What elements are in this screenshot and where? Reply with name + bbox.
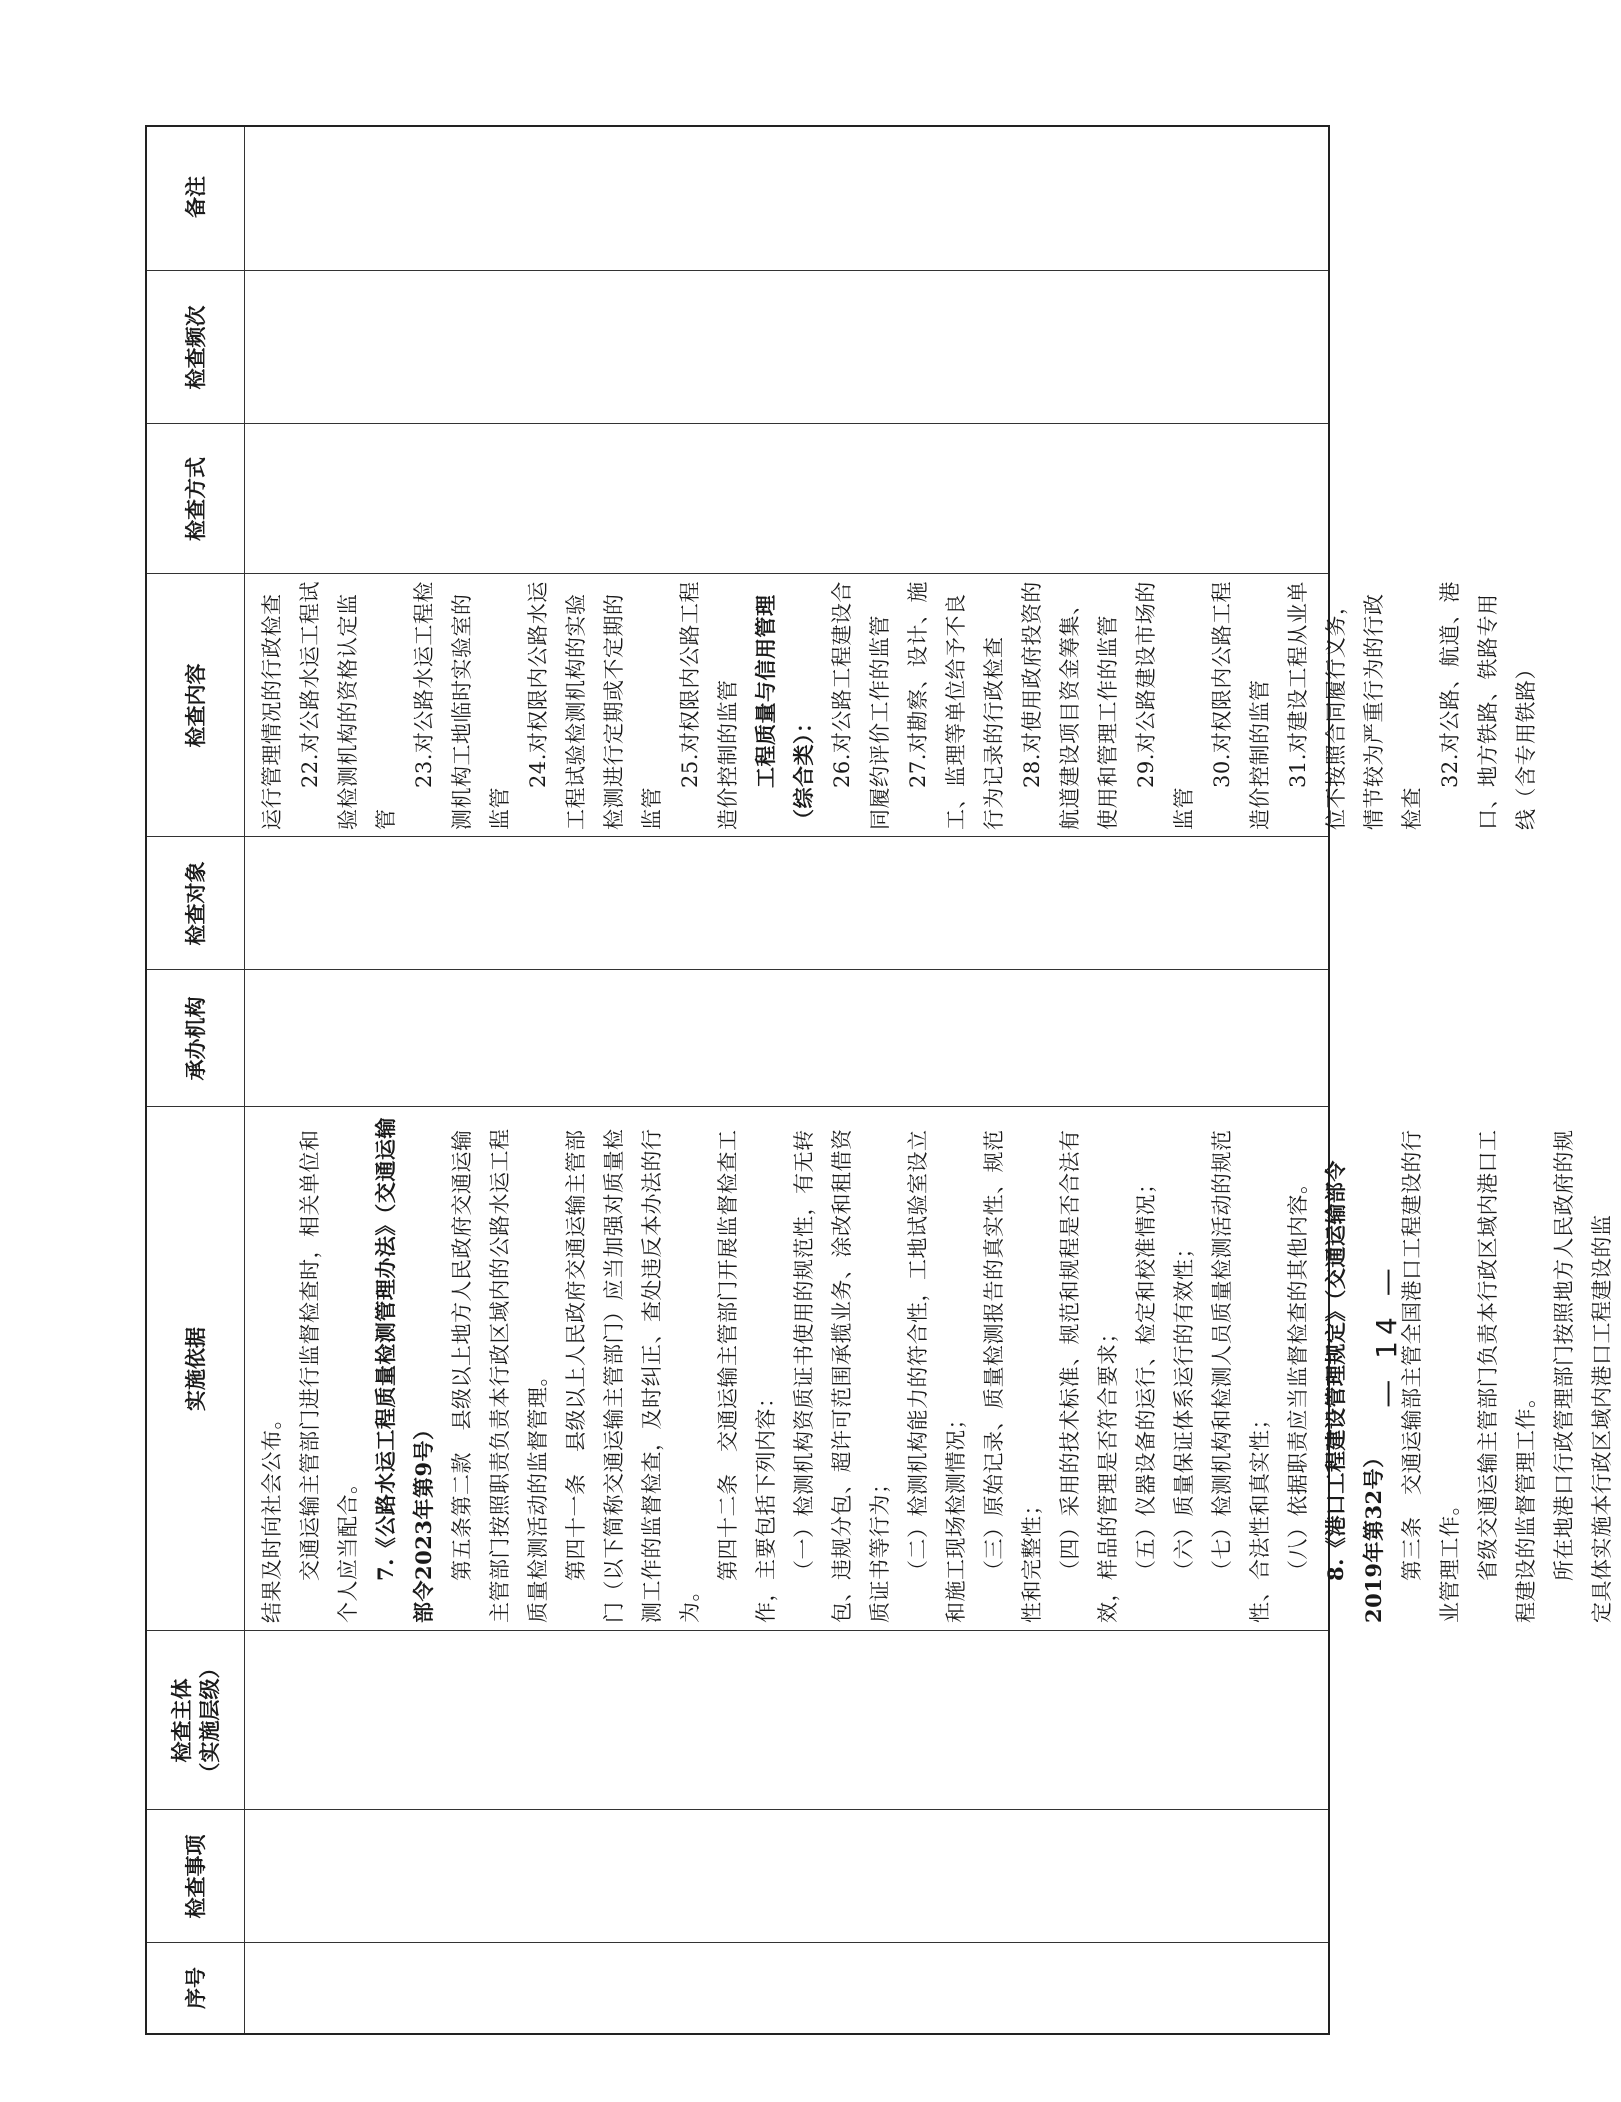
content-line: 30.对权限内公路工程造价控制的监管	[1210, 581, 1272, 830]
basis-line: 省级交通运输主管部门负责本行政区域内港口工程建设的监督管理工作。	[1476, 1129, 1538, 1623]
header-frequency: 检查频次	[182, 305, 208, 390]
content-line: 运行管理情况的行政检查	[260, 593, 284, 830]
content-line: 22.对公路水运工程试验检测机构的资格认定监管	[298, 581, 398, 830]
basis-line: （七）检测机构和检测人员质量检测活动的规范性、合法性和真实性；	[1210, 1129, 1272, 1623]
content-line: 32.对公路、航道、港口、地方铁路、铁路专用线（含专用铁路）	[1438, 581, 1538, 830]
col-divider	[147, 1809, 1328, 1810]
basis-line: 第四十二条 交通运输主管部门开展监督检查工作，主要包括下列内容：	[716, 1129, 778, 1623]
content-line: 28.对使用政府投资的航道建设项目资金筹集、使用和管理工作的监管	[1020, 581, 1120, 830]
header-org: 承办机构	[182, 996, 208, 1081]
header-subject-line2: （实施层级）	[196, 1657, 222, 1784]
header-seq: 序号	[182, 1967, 208, 2009]
content-line: 27.对勘察、设计、施工、监理等单位给予不良行为记录的行政检查	[906, 581, 1006, 830]
basis-line: 所在地港口行政管理部门按照地方人民政府的规定具体实施本行政区域内港口工程建设的监	[1552, 1129, 1614, 1623]
content-line: 24.对权限内公路水运工程试验检测机构的实验检测进行定期或不定期的监管	[526, 581, 664, 830]
basis-law-title: 8.《港口工程建设管理规定》（交通运输部令2019年第32号）	[1323, 1160, 1386, 1623]
col-divider	[147, 1942, 1328, 1943]
header-remark: 备注	[182, 176, 208, 218]
header-item: 检查事项	[182, 1834, 208, 1919]
content-line: 31.对建设工程从业单位不按照合同履行义务，情节较为严重行为的行政检查	[1286, 581, 1424, 830]
basis-line: （五）仪器设备的运行、检定和校准情况；	[1134, 1172, 1158, 1581]
content-line: 26.对公路工程建设合同履约评价工作的监管	[830, 581, 892, 830]
basis-cell	[253, 1113, 1621, 1623]
content-category: 工程质量与信用管理（综合类）：	[753, 594, 816, 830]
basis-line: 结果及时向社会公布。	[260, 1408, 284, 1623]
basis-law-title: 7.《公路水运工程质量检测管理办法》（交通运输部令2023年第9号）	[373, 1117, 436, 1623]
header-divider	[244, 127, 245, 2033]
basis-line: 第五条第二款 县级以上地方人民政府交通运输主管部门按照职责负责本行政区域内的公路水运工程质量检测活动的监督管理。	[450, 1128, 550, 1623]
col-divider	[147, 423, 1328, 424]
content-cell	[253, 580, 1545, 830]
basis-line: 交通运输主管部门进行监督检查时，相关单位和个人应当配合。	[298, 1129, 360, 1623]
header-subject-line1: 检查主体	[168, 1678, 194, 1763]
col-divider	[147, 836, 1328, 837]
col-divider	[147, 969, 1328, 970]
basis-line: 第四十一条 县级以上人民政府交通运输主管部门（以下简称交通运输主管部门）应当加强对质量检测工作的监督检查，及时纠正、查处违反本办法的行为。	[564, 1128, 702, 1623]
basis-line: 第三条 交通运输部主管全国港口工程建设的行业管理工作。	[1400, 1129, 1462, 1623]
header-subject	[147, 1631, 244, 1810]
header-basis: 实施依据	[182, 1327, 208, 1411]
col-divider	[147, 1630, 1328, 1631]
header-target: 检查对象	[182, 861, 208, 946]
content-line: 25.对权限内公路工程造价控制的监管	[678, 581, 740, 830]
rotated-page	[145, 125, 1614, 2035]
header-method: 检查方式	[182, 457, 208, 541]
col-divider	[147, 270, 1328, 271]
header-content: 检查内容	[182, 663, 208, 748]
basis-line: （二）检测机构能力的符合性，工地试验室设立和施工现场检测情况；	[906, 1129, 968, 1623]
content-line: 29.对公路建设市场的监管	[1134, 581, 1196, 830]
basis-line: （八）依据职责应当监督检查的其他内容。	[1286, 1172, 1310, 1581]
basis-line: （一）检测机构资质证书使用的规范性，有无转包、违规分包、超许可范围承揽业务、涂改和租借资质证书等行为；	[792, 1128, 892, 1623]
basis-line: （四）采用的技术标准、规范和规程是否合法有效，样品的管理是否符合要求；	[1058, 1129, 1120, 1623]
content-line: 23.对公路水运工程检测机构工地临时实验室的监管	[412, 581, 512, 830]
col-divider	[147, 573, 1328, 574]
page-number: — 14 —	[1370, 1262, 1403, 1408]
basis-line: （六）质量保证体系运行的有效性；	[1172, 1237, 1196, 1581]
col-divider	[147, 1106, 1328, 1107]
basis-line: （三）原始记录、质量检测报告的真实性、规范性和完整性；	[982, 1129, 1044, 1623]
